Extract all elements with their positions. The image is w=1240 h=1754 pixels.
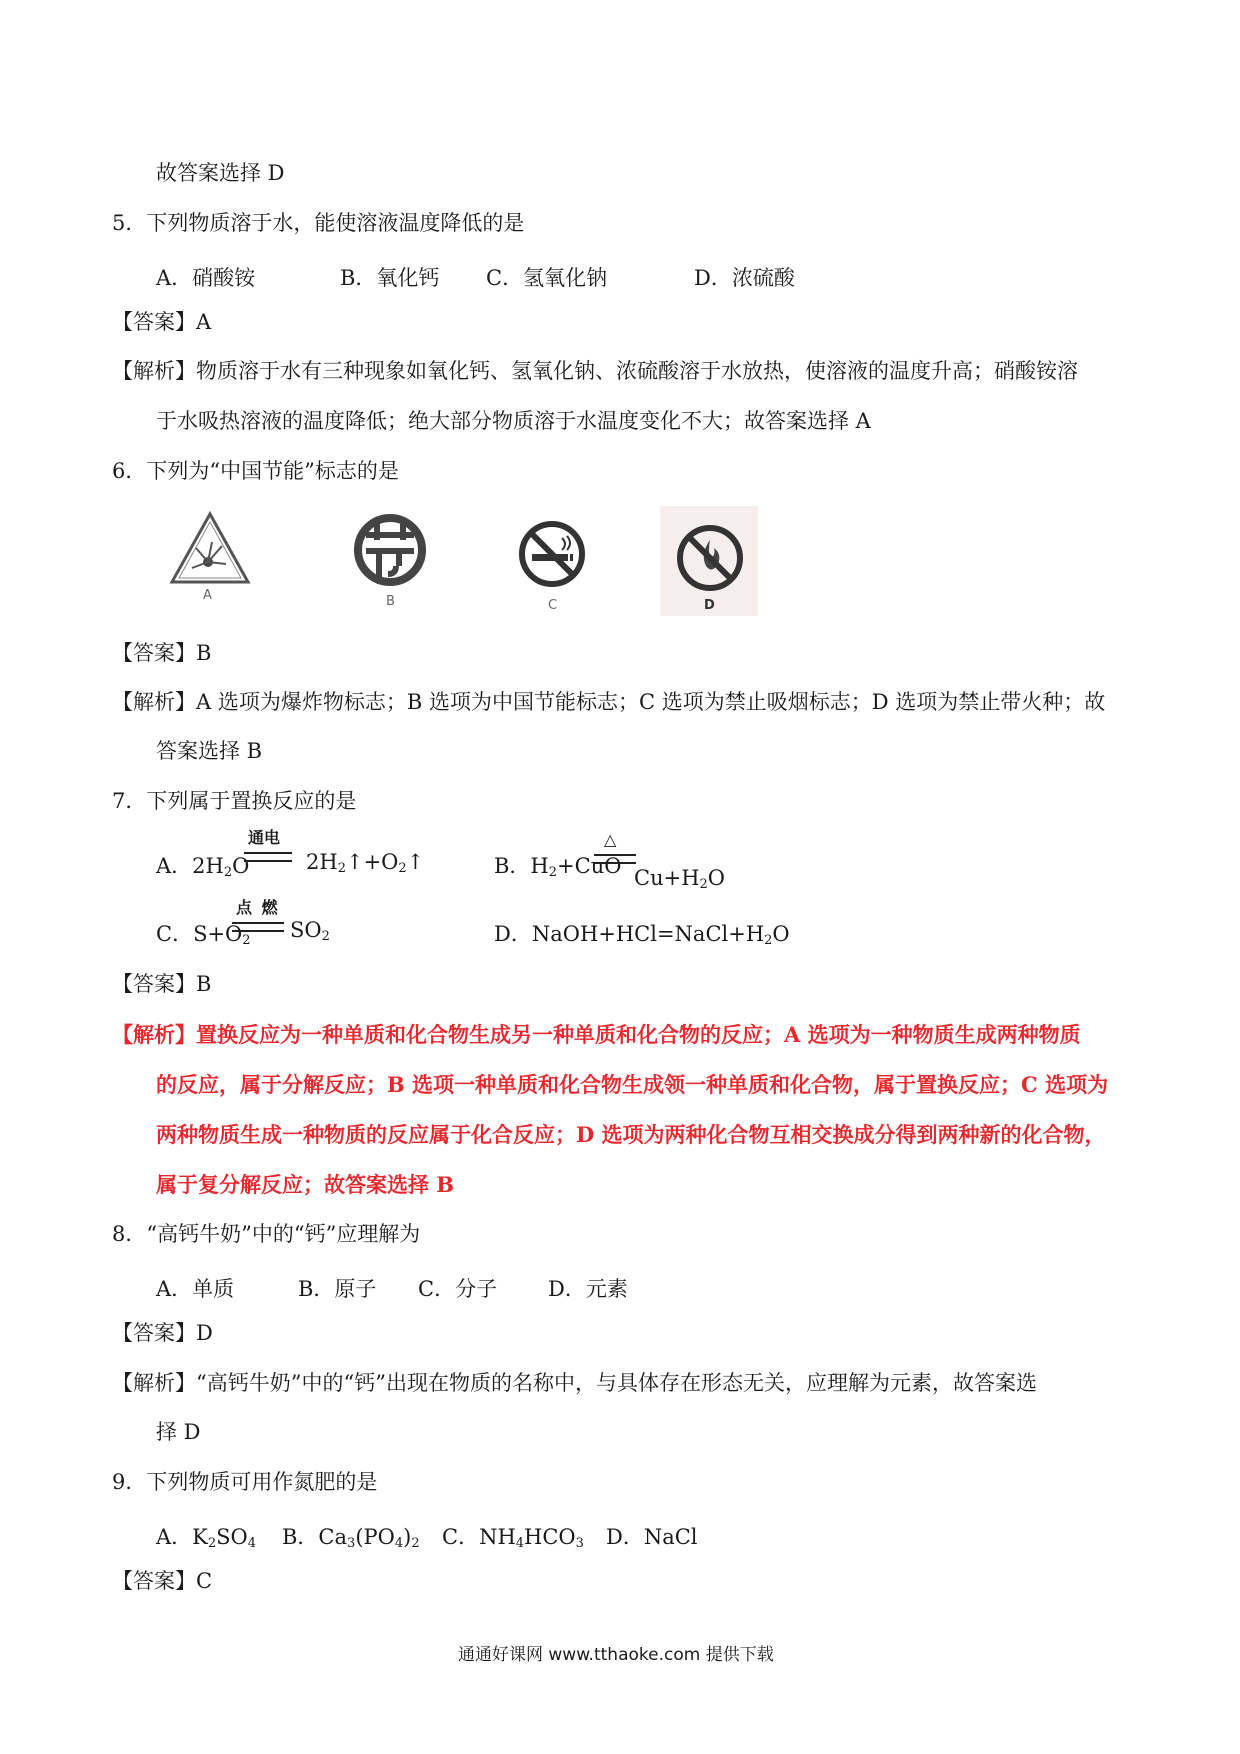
icon-label-d: D — [704, 598, 715, 613]
q7-b-condition: △ — [604, 830, 617, 849]
q7-option-c-product: $SO_2$ — [290, 918, 330, 944]
q8-answer: 【答案】D — [112, 1321, 213, 1345]
q6-answer: 【答案】B — [112, 641, 212, 665]
q5-option-d: D．浓硫酸 — [694, 266, 795, 290]
q5-option-c: C．氢氧化钠 — [486, 266, 608, 290]
q5-option-a: A．硝酸铵 — [156, 266, 256, 290]
q7-c-equals — [232, 922, 284, 932]
q8-explanation-1: 【解析】“高钙牛奶”中的“钙”出现在物质的名称中，与具体存在形态无关，应理解为元素，故答案选 — [112, 1371, 1037, 1395]
icon-label-b: B — [386, 594, 395, 609]
q9-answer: 【答案】C — [112, 1569, 213, 1593]
q7-explanation-3: 两种物质生成一种物质的反应属于化合反应；D 选项为两种化合物互相交换成分得到两种新的化合物， — [156, 1122, 1106, 1147]
q7-option-a-product: $2H_2↑+O_2↑$ — [306, 850, 425, 876]
q5-explanation-2: 于水吸热溶液的温度降低；绝大部分物质溶于水温度变化不大；故答案选择 A — [156, 409, 871, 433]
q7-option-d: D．$NaOH+HCl=NaCl+H_2O$ — [494, 922, 790, 948]
q7-option-b-reactant: B．$H_2+CuO$ — [494, 854, 622, 880]
q7-explanation-4: 属于复分解反应；故答案选择 B — [156, 1172, 455, 1197]
q6-explanation-1: 【解析】A 选项为爆炸物标志；B 选项为中国节能标志；C 选项为禁止吸烟标志；D 选项为禁止带火种；故 — [112, 690, 1106, 714]
q7-option-a-reactant: A．$2H_2O$ — [156, 854, 250, 880]
q5-answer: 【答案】A — [112, 310, 212, 334]
q6-explanation-2: 答案选择 B — [156, 739, 263, 763]
question-8: 8．“高钙牛奶”中的“钙”应理解为 — [112, 1222, 421, 1246]
question-5: 5．下列物质溶于水，能使溶液温度降低的是 — [112, 211, 525, 235]
q7-a-equals — [244, 852, 292, 862]
q7-answer: 【答案】B — [112, 972, 212, 996]
china-energy-saving-icon — [352, 512, 432, 592]
q7-b-equals — [594, 854, 636, 864]
icon-label-a: A — [203, 588, 212, 603]
q7-option-b-product: $Cu+H_2O$ — [634, 866, 726, 892]
q9-option-c: C．$NH_4HCO_3$ — [442, 1525, 584, 1551]
footer-source: 通通好课网 www.tthaoke.com 提供下载 — [458, 1645, 774, 1665]
q7-a-condition: 通电 — [248, 828, 281, 847]
q7-option-c-reactant: C．$S+O_2$ — [156, 922, 251, 948]
q7-c-condition: 点 燃 — [236, 898, 280, 917]
q9-option-d: D．NaCl — [606, 1525, 698, 1549]
q8-option-a: A．单质 — [156, 1277, 235, 1301]
q7-explanation-1: 【解析】置换反应为一种单质和化合物生成另一种单质和化合物的反应；A 选项为一种物质生成两种物质 — [112, 1022, 1081, 1047]
q8-option-c: C．分子 — [418, 1277, 498, 1301]
no-smoking-icon — [516, 518, 588, 590]
q9-option-b: B．$Ca_3(PO_4)_2$ — [282, 1525, 420, 1551]
q8-option-d: D．元素 — [548, 1277, 628, 1301]
q5-option-b: B．氧化钙 — [340, 266, 440, 290]
q8-option-b: B．原子 — [298, 1277, 377, 1301]
icon-label-c: C — [548, 598, 558, 613]
question-9: 9．下列物质可用作氮肥的是 — [112, 1470, 378, 1494]
question-7: 7．下列属于置换反应的是 — [112, 789, 357, 813]
q9-option-a: A．$K_2SO_4$ — [156, 1525, 257, 1551]
question-6: 6．下列为“中国节能”标志的是 — [112, 459, 399, 483]
q7-explanation-2: 的反应，属于分解反应；B 选项一种单质和化合物生成领一种单质和化合物，属于置换反应；C 选项为 — [156, 1072, 1109, 1097]
answer-conclusion: 故答案选择 D — [156, 161, 285, 185]
q5-explanation-1: 【解析】物质溶于水有三种现象如氧化钙、氢氧化钠、浓硫酸溶于水放热，使溶液的温度升高；硝酸铵溶 — [112, 359, 1078, 383]
q8-explanation-2: 择 D — [156, 1420, 201, 1444]
